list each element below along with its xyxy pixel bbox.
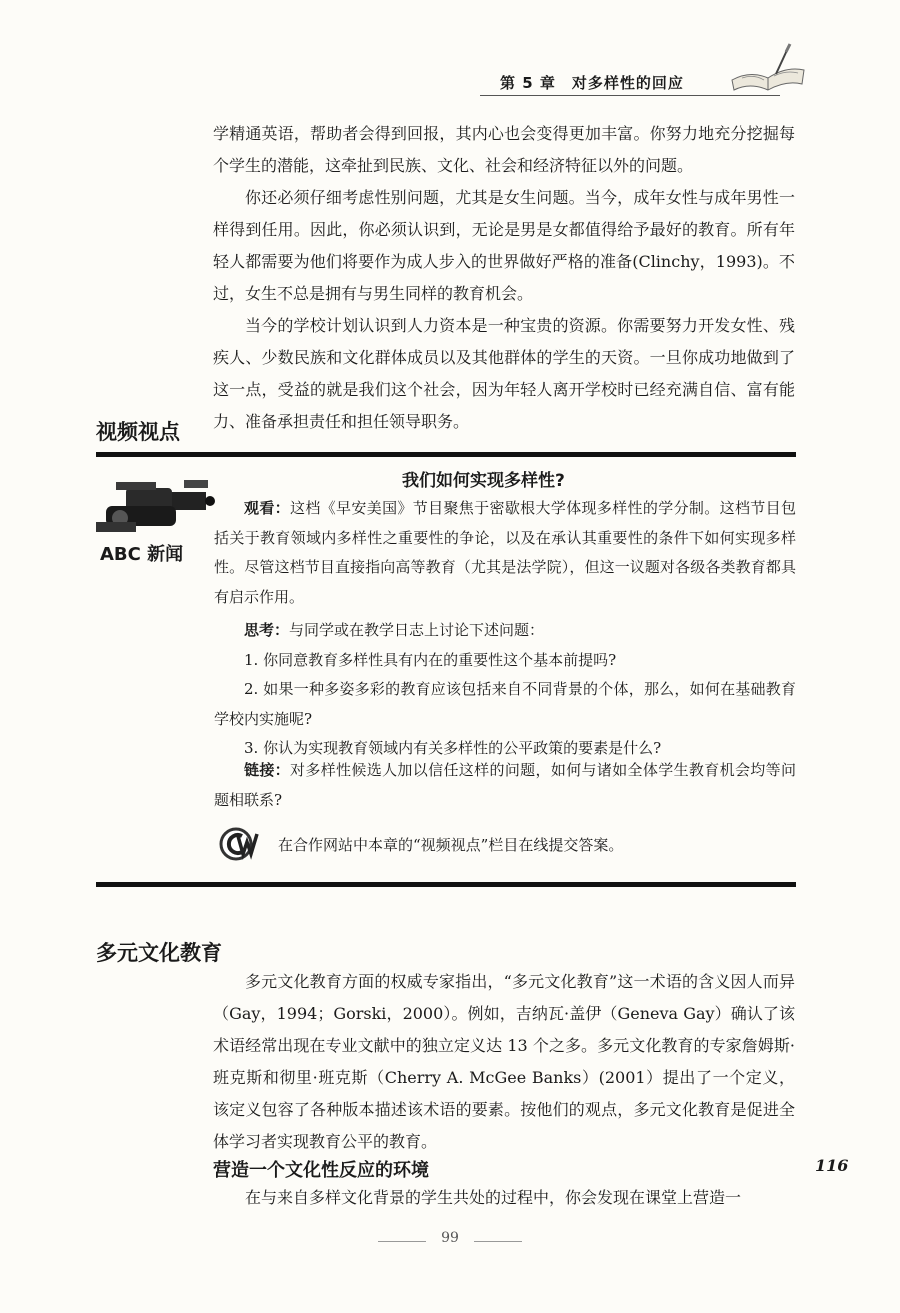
think-paragraph: [214, 616, 796, 646]
abc-news-label: ABC 新闻: [100, 544, 184, 565]
book-icon: [728, 40, 808, 94]
link-label: 链接：: [244, 761, 291, 779]
watch-paragraph: [214, 494, 796, 612]
link-paragraph: [214, 756, 796, 815]
paragraph: 多元文化教育方面的权威专家指出，“多元文化教育”这一术语的含义因人而异（Gay，1994；Gorski，2000）。例如，吉纳瓦·盖伊（Geneva Gay）确认了该术语经常出现在专业文献中的独立定义达 13 个之多。多元文化教育的专家詹姆斯·班克斯和彻里·班克斯（Cherry A. McGee Banks）(2001）提出了一个定义，该定义包容了各种版本描述该术语的要素。按他们的观点，多元文化教育是促进全体学习者实现教育公平的教育。: [213, 972, 795, 1151]
cw-icon: [218, 826, 260, 862]
body-text-block: [213, 118, 795, 438]
video-section-heading: 视频视点: [96, 420, 180, 444]
question-item: 3. 你认为实现教育领域内有关多样性的公平政策的要素是什么?: [244, 739, 662, 757]
multicultural-heading: 多元文化教育: [96, 941, 222, 965]
page-footer: [370, 1230, 530, 1254]
paragraph: 学精通英语，帮助者会得到回报，其内心也会变得更加丰富。你努力地充分挖掘每个学生的潜能，这牵扯到民族、文化、社会和经济特征以外的问题。: [213, 124, 795, 175]
video-title: 我们如何实现多样性?: [402, 471, 565, 491]
chapter-title: 第 5 章 对多样性的回应: [500, 74, 684, 92]
watch-text: 这档《早安美国》节目聚焦于密歇根大学体现多样性的学分制。这档节目包括关于教育领域内多样性之重要性的争论，以及在承认其重要性的条件下如何实现多样性。尽管这档节目直接指向高等教育（尤其是法学院），但这一议题对各级各类教育都具有启示作用。: [214, 499, 796, 606]
think-text: 与同学或在教学日志上讨论下述问题：: [289, 621, 545, 639]
subsection-body: [213, 1182, 795, 1214]
watch-label: 观看：: [244, 499, 291, 517]
header-rule: [480, 95, 780, 96]
multicultural-body: [213, 966, 795, 1158]
page-number: 99: [441, 1230, 459, 1246]
question-item: 1. 你同意教育多样性具有内在的重要性这个基本前提吗?: [244, 650, 617, 669]
camera-icon: [96, 478, 216, 540]
paragraph: 在与来自多样文化背景的学生共处的过程中，你会发现在课堂上营造一: [245, 1188, 742, 1207]
video-description: [214, 494, 796, 612]
think-block: [214, 616, 796, 764]
website-instruction: 在合作网站中本章的“视频视点”栏目在线提交答案。: [278, 836, 624, 854]
think-label: 思考：: [244, 621, 290, 639]
paragraph: 你还必须仔细考虑性别问题，尤其是女生问题。当今，成年女性与成年男性一样得到任用。因此，你必须认识到，无论是男是女都值得给予最好的教育。所有年轻人都需要为他们将要作为成人步入的世界做好严格的准备(Clinchy，1993)。不过，女生不总是拥有与男生同样的教育机会。: [213, 188, 795, 303]
footer-ornament-right: [474, 1241, 522, 1242]
question-item: 2. 如果一种多姿多彩的教育应该包括来自不同背景的个体，那么，如何在基础教育学校内实施呢?: [214, 680, 796, 728]
section-bottom-rule: [96, 882, 796, 887]
link-text: 对多样性候选人加以信任这样的问题，如何与诸如全体学生教育机会均等问题相联系?: [214, 761, 796, 809]
paragraph: 当今的学校计划认识到人力资本是一种宝贵的资源。你需要努力开发女性、残疾人、少数民族和文化群体成员以及其他群体的学生的天资。一旦你成功地做到了这一点，受益的就是我们这个社会，因为年轻人离开学校时已经充满自信、富有能力、准备承担责任和担任领导职务。: [213, 316, 795, 431]
link-block: [214, 756, 796, 815]
margin-page-number: 116: [815, 1156, 849, 1175]
subsection-heading: 营造一个文化性反应的环境: [213, 1160, 429, 1181]
section-top-rule: [96, 452, 796, 457]
